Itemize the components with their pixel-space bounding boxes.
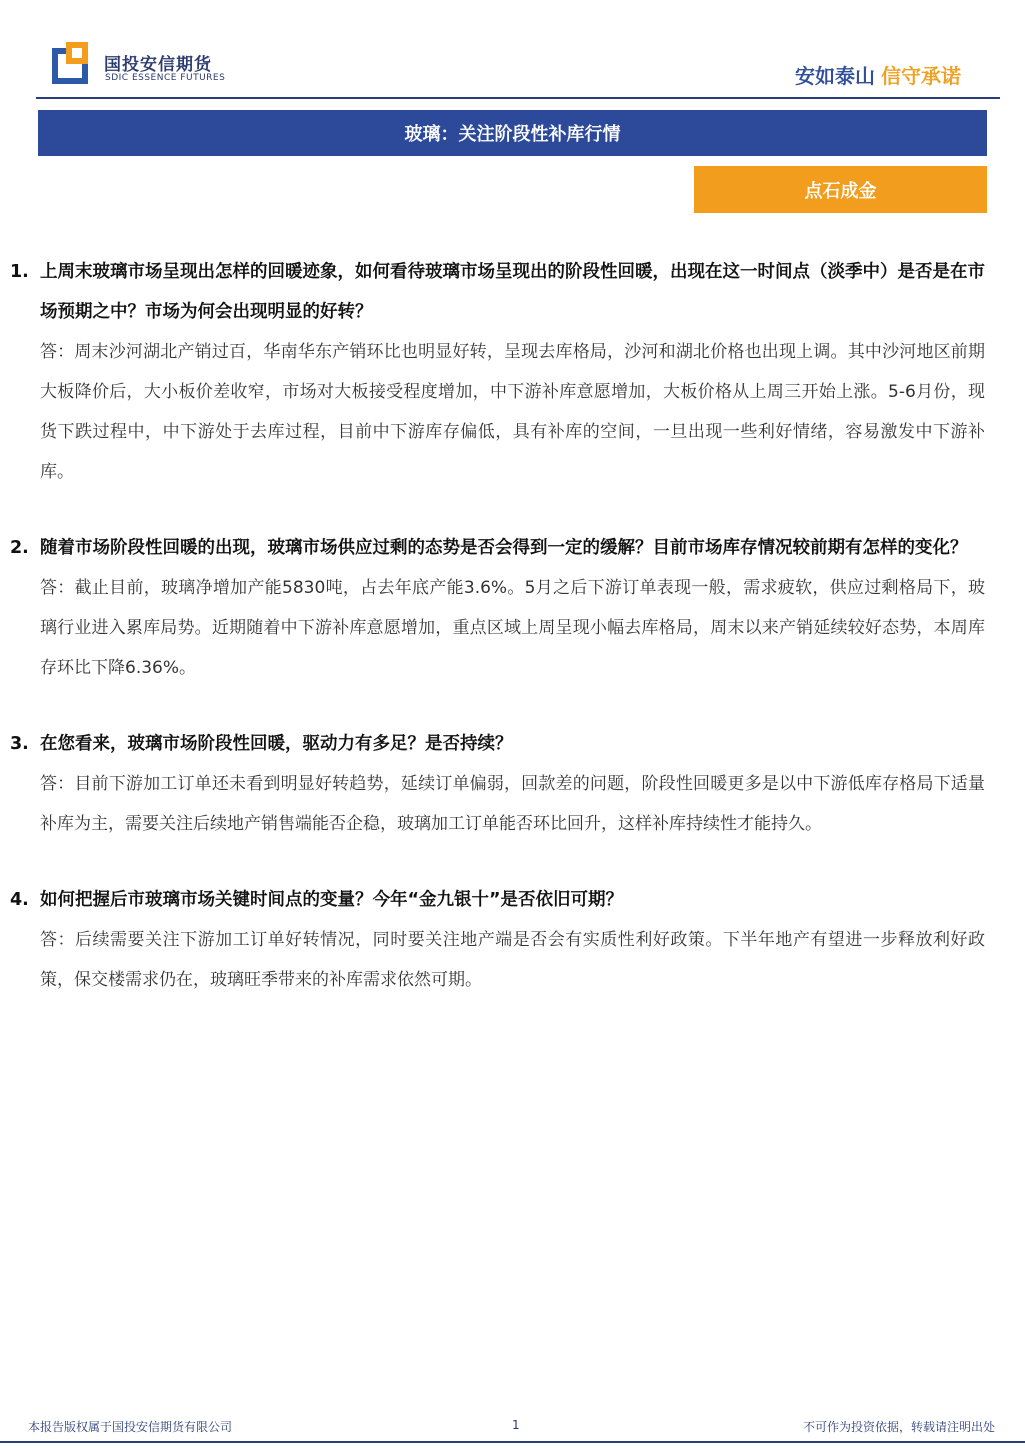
answer-text: 答：周末沙河湖北产销过百，华南华东产销环比也明显好转，呈现去库格局，沙河和湖北价格也出现上调。其中沙河地区前期大板降价后，大小板价差收窄，市场对大板接受程度增加，中下游补库意愿增加，大板价格从上周三开始上涨。5-6月份，现货下跌过程中，中下游处于去库过程，目前中下游库存偏低，具有补库的空间，一旦出现一些利好情绪，容易激发中下游补库。 [40, 342, 985, 482]
copyright-notice: 本报告版权属于国投安信期货有限公司 [28, 1420, 233, 1434]
question-text: 随着市场阶段性回暖的出现，玻璃市场供应过剩的态势是否会得到一定的缓解？目前市场库存情况较前期有怎样的变化？ [40, 538, 968, 558]
disclaimer-notice: 不可作为投资依据，转载请注明出处 [802, 1420, 995, 1434]
qa-item [10, 880, 985, 1000]
company-logo-icon [52, 42, 94, 84]
slogan-part-b: 信守承诺 [881, 64, 961, 88]
question [10, 528, 985, 568]
header-divider [36, 97, 1000, 99]
footer-divider [0, 1441, 1025, 1443]
column-tag [694, 166, 987, 213]
question-number: 1. [10, 262, 29, 282]
report-title-bar [38, 110, 987, 156]
page-number: 1 [512, 1418, 520, 1432]
question [10, 724, 985, 764]
brand-name-en: SDIC ESSENCE FUTURES [105, 73, 226, 83]
question-text: 上周末玻璃市场呈现出怎样的回暖迹象，如何看待玻璃市场呈现出的阶段性回暖，出现在这一时间点（淡季中）是否是在市场预期之中？市场为何会出现明显的好转？ [40, 262, 985, 322]
report-title: 玻璃：关注阶段性补库行情 [404, 124, 621, 145]
brand-name-cn: 国投安信期货 [104, 55, 212, 75]
slogan [795, 60, 961, 89]
question-number: 4. [10, 890, 29, 910]
answer-text: 答：截止目前，玻璃净增加产能5830吨，占去年底产能3.6%。5月之后下游订单表现一般，需求疲软，供应过剩格局下，玻璃行业进入累库局势。近期随着中下游补库意愿增加，重点区域上周呈现小幅去库格局，周末以来产销延续较好态势，本周库存环比下降6.36%。 [40, 578, 985, 678]
question-number: 3. [10, 734, 29, 754]
column-tag-label: 点石成金 [804, 180, 877, 202]
qa-item [10, 252, 985, 492]
slogan-part-a: 安如泰山 [795, 64, 875, 88]
question-number: 2. [10, 538, 29, 558]
question-text: 如何把握后市玻璃市场关键时间点的变量？今年“金九银十”是否依旧可期？ [40, 890, 624, 910]
question [10, 252, 985, 332]
qa-item [10, 724, 985, 844]
page-footer [0, 1400, 1025, 1450]
page-header [0, 0, 1025, 100]
qa-item [10, 528, 985, 688]
question [10, 880, 985, 920]
answer-text: 答：目前下游加工订单还未看到明显好转趋势，延续订单偏弱，回款差的问题，阶段性回暖更多是以中下游低库存格局下适量补库为主，需要关注后续地产销售端能否企稳，玻璃加工订单能否环比回升，这样补库持续性才能持久。 [40, 774, 985, 834]
answer-text: 答：后续需要关注下游加工订单好转情况，同时要关注地产端是否会有实质性利好政策。下半年地产有望进一步释放利好政策，保交楼需求仍在，玻璃旺季带来的补库需求依然可期。 [40, 930, 985, 990]
question-text: 在您看来，玻璃市场阶段性回暖，驱动力有多足？是否持续？ [40, 734, 513, 754]
qa-content [10, 252, 985, 1036]
